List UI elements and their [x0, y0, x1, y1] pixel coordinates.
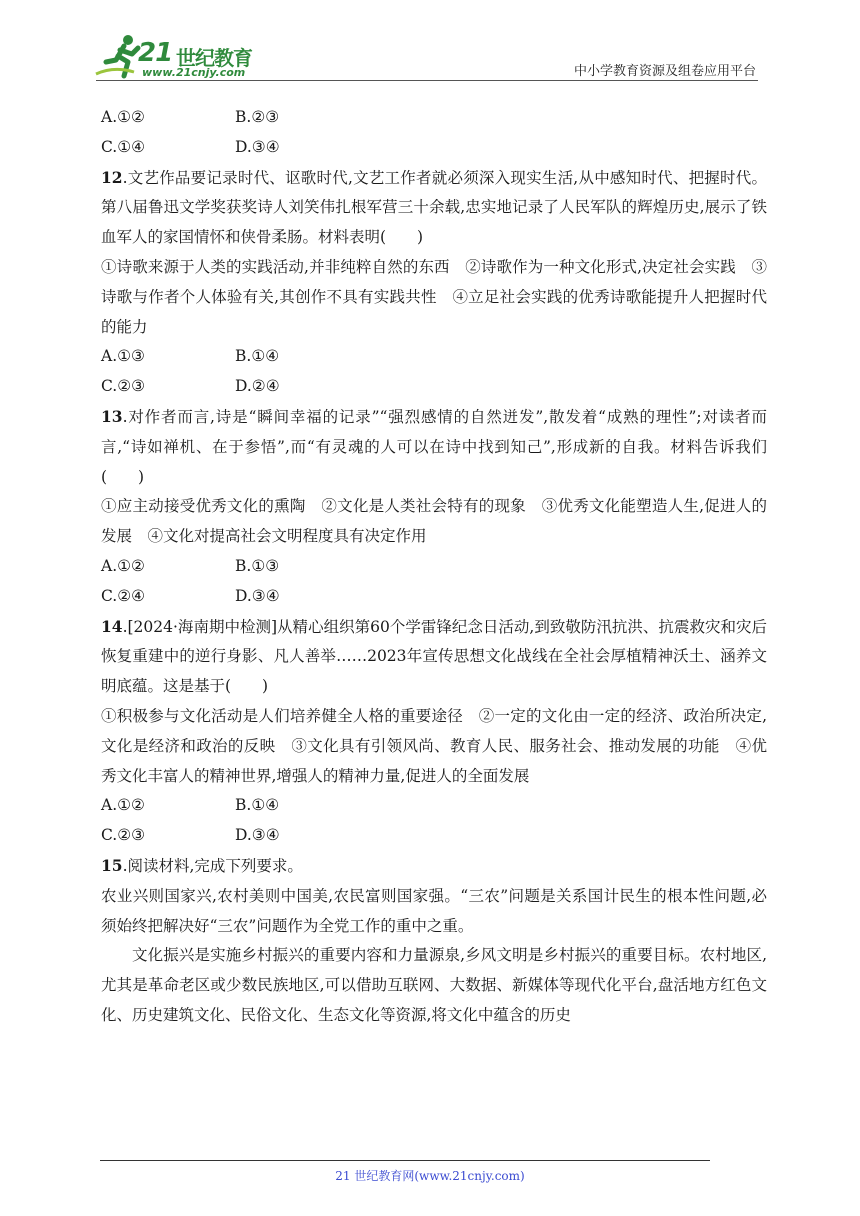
- q13-number: 13: [101, 406, 123, 426]
- q12-stem-text: .文艺作品要记录时代、讴歌时代,文艺工作者就必须深入现实生活,从中感知时代、把握时代。第八届鲁迅文学奖获奖诗人刘笑伟扎根军营三十余载,忠实地记录了人民军队的辉煌历史,展示了铁血军人的家国情怀和侠骨柔肠。材料表明( ): [101, 168, 767, 247]
- logo-number: 21: [138, 38, 173, 68]
- q14-option-d[interactable]: D.③④: [235, 826, 280, 845]
- q15-stem: [101, 851, 767, 882]
- q14-option-b[interactable]: B.①④: [235, 796, 280, 815]
- q14-option-c[interactable]: C.②③: [101, 826, 146, 845]
- q12-option-c[interactable]: C.②③: [101, 377, 146, 396]
- q12-option-b[interactable]: B.①④: [235, 347, 280, 366]
- q14-number: 14: [101, 616, 123, 636]
- q11-option-b[interactable]: B.②③: [235, 108, 280, 126]
- q12-options-row-2: [101, 372, 767, 402]
- q12-statements: ①诗歌来源于人类的实践活动,并非纯粹自然的东西 ②诗歌作为一种文化形式,决定社会实践 ③诗歌与作者个人体验有关,其创作不具有实践共性 ④立足社会实践的优秀诗歌能提升人把握时代的能力: [101, 257, 767, 336]
- footer-divider: [100, 1160, 710, 1161]
- q12-number: 12: [101, 167, 123, 187]
- q13-option-b[interactable]: B.①③: [235, 556, 280, 575]
- q14-options-row-2: [101, 821, 767, 851]
- q11-option-d[interactable]: D.③④: [235, 137, 280, 156]
- q11-options-row-2: [101, 133, 767, 163]
- q13-option-a[interactable]: A.①②: [101, 556, 145, 575]
- q15-number: 15: [101, 855, 123, 875]
- q14-stem-text: .[2024·海南期中检测]从精心组织第60个学雷锋纪念日活动,到致敬防汛抗洪、抗震救灾和灾后恢复重建中的逆行身影、凡人善举……2023年宣传思想文化战线在全社会厚植精神沃土、涵养文明底蕴。这是基于( ): [101, 617, 767, 696]
- q13-option-d[interactable]: D.③④: [235, 586, 280, 605]
- q11-option-a[interactable]: A.①②: [101, 108, 145, 126]
- q13-options-row-2: [101, 582, 767, 612]
- header-divider: [96, 80, 758, 81]
- q12-option-d[interactable]: D.②④: [235, 377, 280, 396]
- q12-options-row-1: [101, 342, 767, 372]
- q14-statements: ①积极参与文化活动是人们培养健全人格的重要途径 ②一定的文化由一定的经济、政治所决定,文化是经济和政治的反映 ③文化具有引领风尚、教育人民、服务社会、推动发展的功能 ④优秀文化丰富人的精神世界,增强人的精神力量,促进人的全面发展: [101, 706, 767, 785]
- logo-name: 世纪教育: [176, 46, 252, 70]
- q13-statements: ①应主动接受优秀文化的熏陶 ②文化是人类社会特有的现象 ③优秀文化能塑造人生,促进人的发展 ④文化对提高社会文明程度具有决定作用: [101, 497, 767, 546]
- q14-stem: [101, 612, 767, 702]
- q13-option-c[interactable]: C.②④: [101, 586, 146, 605]
- q14-option-a[interactable]: A.①②: [101, 796, 145, 815]
- document-body: [101, 103, 767, 1031]
- footer-link[interactable]: 21 世纪教育网(www.21cnjy.com): [335, 1169, 525, 1183]
- q13-stem-text: .对作者而言,诗是“瞬间幸福的记录”“强烈感情的自然迸发”,散发着“成熟的理性”;对读者而言,“诗如禅机、在于参悟”,而“有灵魂的人可以在诗中找到知己”,形成新的自我。材料告诉我们( ): [101, 407, 767, 486]
- q11-options-row-1: [101, 103, 767, 133]
- platform-tagline: 中小学教育资源及组卷应用平台: [573, 64, 756, 79]
- logo-url: www.21cnjy.com: [142, 66, 246, 79]
- q13-stem: [101, 402, 767, 492]
- q12-stem: [101, 163, 767, 253]
- q15-material-paragraph-1: 农业兴则国家兴,农村美则中国美,农民富则国家强。“三农”问题是关系国计民生的根本性问题,必须始终把解决好“三农”问题作为全党工作的重中之重。: [101, 886, 767, 935]
- q15-stem-text: .阅读材料,完成下列要求。: [122, 856, 303, 875]
- q14-options-row-1: [101, 791, 767, 821]
- q13-options-row-1: [101, 552, 767, 582]
- q12-option-a[interactable]: A.①③: [101, 347, 145, 366]
- site-logo[interactable]: [94, 32, 274, 80]
- page-header: [0, 0, 860, 90]
- q15-material-paragraph-2: 文化振兴是实施乡村振兴的重要内容和力量源泉,乡风文明是乡村振兴的重要目标。农村地区,尤其是革命老区或少数民族地区,可以借助互联网、大数据、新媒体等现代化平台,盘活地方红色文化、历史建筑文化、民俗文化、生态文化等资源,将文化中蕴含的历史: [101, 946, 767, 1024]
- q11-option-c[interactable]: C.①④: [101, 137, 146, 156]
